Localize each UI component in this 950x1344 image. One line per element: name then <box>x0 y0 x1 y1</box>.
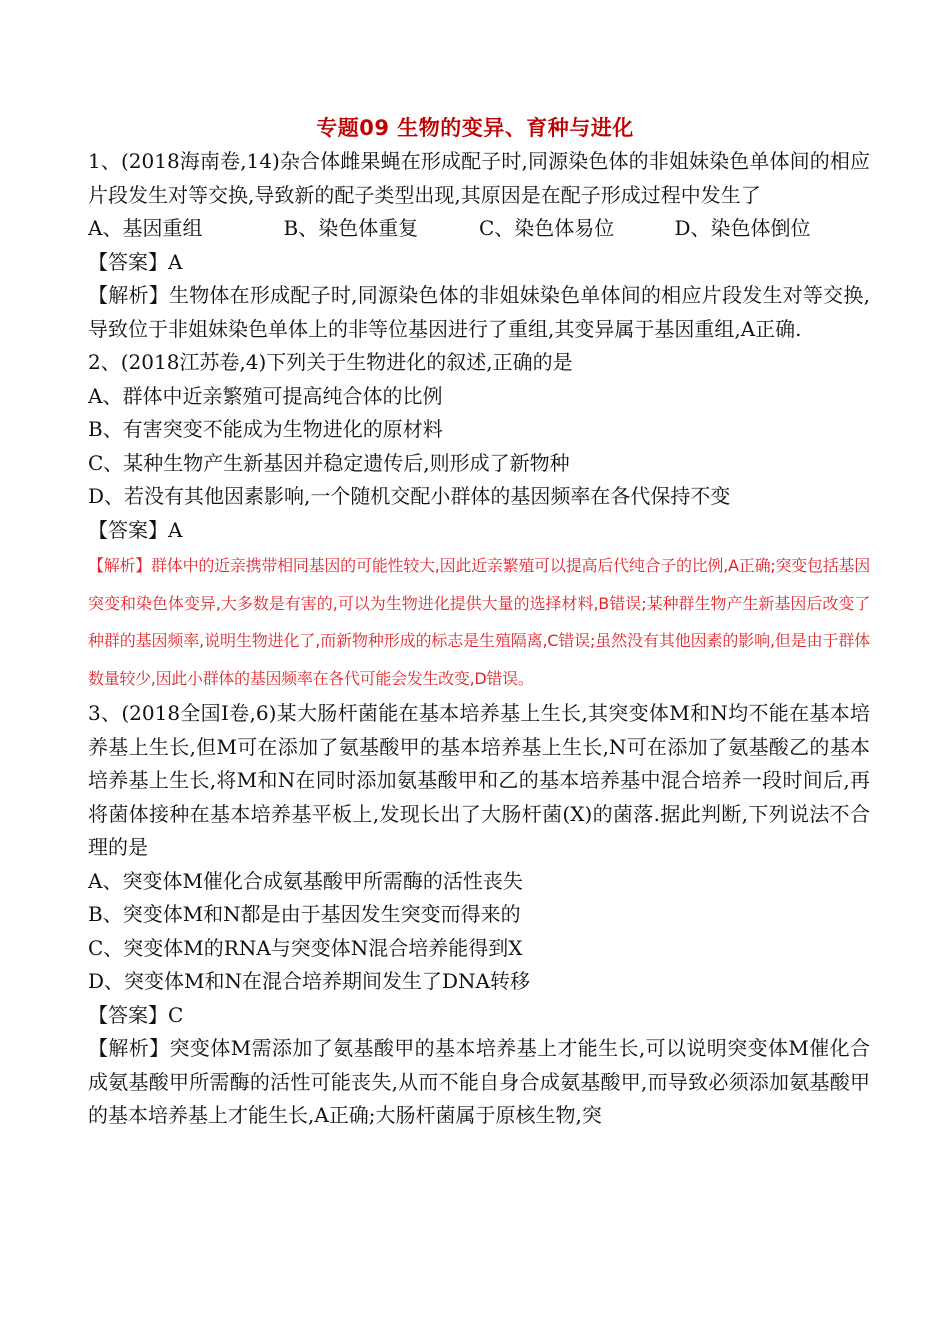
question-1-answer: 【答案】A <box>88 249 183 274</box>
question-2-answer: 【答案】A <box>88 517 183 542</box>
question-2-option-b: B、有害突变不能成为生物进化的原材料 <box>88 417 443 441</box>
document-body <box>88 145 870 1133</box>
page-title: 专题09 生物的变异、育种与进化 <box>316 116 634 140</box>
question-1-stem: 1、(2018海南卷,14)杂合体雌果蝇在形成配子时,同源染色体的非姐妹染色单体间的相应片段发生对等交换,导致新的配子类型出现,其原因是在配子形成过程中发生了 <box>88 149 870 207</box>
question-3-option-a: A、突变体M催化合成氨基酸甲所需酶的活性丧失 <box>88 868 523 893</box>
question-2-explanation: 【解析】群体中的近亲携带相同基因的可能性较大,因此近亲繁殖可以提高后代纯合子的比例,A正确;突变包括基因突变和染色体变异,大多数是有害的,可以为生物进化提供大量的选择材料,B错误;某种群生物产生新基因后改变了种群的基因频率,说明生物进化了,而新物种形成的标志是生殖隔离,C错误;虽然没有其他因素的影响,但是由于群体数量较少,因此小群体的基因频率在各代可能会发生改变,D错误。 <box>88 556 870 688</box>
question-2-stem: 2、(2018江苏卷,4)下列关于生物进化的叙述,正确的是 <box>88 350 573 374</box>
question-1-option-d: D、染色体倒位 <box>674 216 811 240</box>
question-2-option-a: A、群体中近亲繁殖可提高纯合体的比例 <box>88 383 443 408</box>
question-3-option-b: B、突变体M和N都是由于基因发生突变而得来的 <box>88 902 521 926</box>
question-3-explanation: 【解析】突变体M需添加了氨基酸甲的基本培养基上才能生长,可以说明突变体M催化合成氨基酸甲所需酶的活性可能丧失,从而不能自身合成氨基酸甲,而导致必须添加氨基酸甲的基本培养基上才能生长,A正确;大肠杆菌属于原核生物,突 <box>88 1036 870 1127</box>
question-2-option-c: C、某种生物产生新基因并稳定遗传后,则形成了新物种 <box>88 450 570 475</box>
question-3-option-c: C、突变体M的RNA与突变体N混合培养能得到X <box>88 935 523 960</box>
question-1-option-a: A、基因重组 <box>88 216 203 240</box>
question-2-option-d: D、若没有其他因素影响,一个随机交配小群体的基因频率在各代保持不变 <box>88 484 731 508</box>
question-1-explanation: 【解析】生物体在形成配子时,同源染色体的非姐妹染色单体间的相应片段发生对等交换,导致位于非姐妹染色单体上的非等位基因进行了重组,其变异属于基因重组,A正确. <box>88 283 870 341</box>
question-1-option-c: C、染色体易位 <box>479 216 615 240</box>
question-3-stem: 3、(2018全国Ⅰ卷,6)某大肠杆菌能在基本培养基上生长,其突变体M和N均不能在基本培养基上生长,但M可在添加了氨基酸甲的基本培养基上生长,N可在添加了氨基酸乙的基本培养基上生长,将M和N在同时添加氨基酸甲和乙的基本培养基中混合培养一段时间后,再将菌体接种在基本培养基平板上,发现长出了大肠杆菌(X)的菌落.据此判断,下列说法不合理的是 <box>88 701 870 859</box>
question-3-answer: 【答案】C <box>88 1002 184 1027</box>
question-1-options <box>88 212 870 246</box>
question-3-option-d: D、突变体M和N在混合培养期间发生了DNA转移 <box>88 969 530 993</box>
question-1-option-b: B、染色体重复 <box>283 216 419 240</box>
